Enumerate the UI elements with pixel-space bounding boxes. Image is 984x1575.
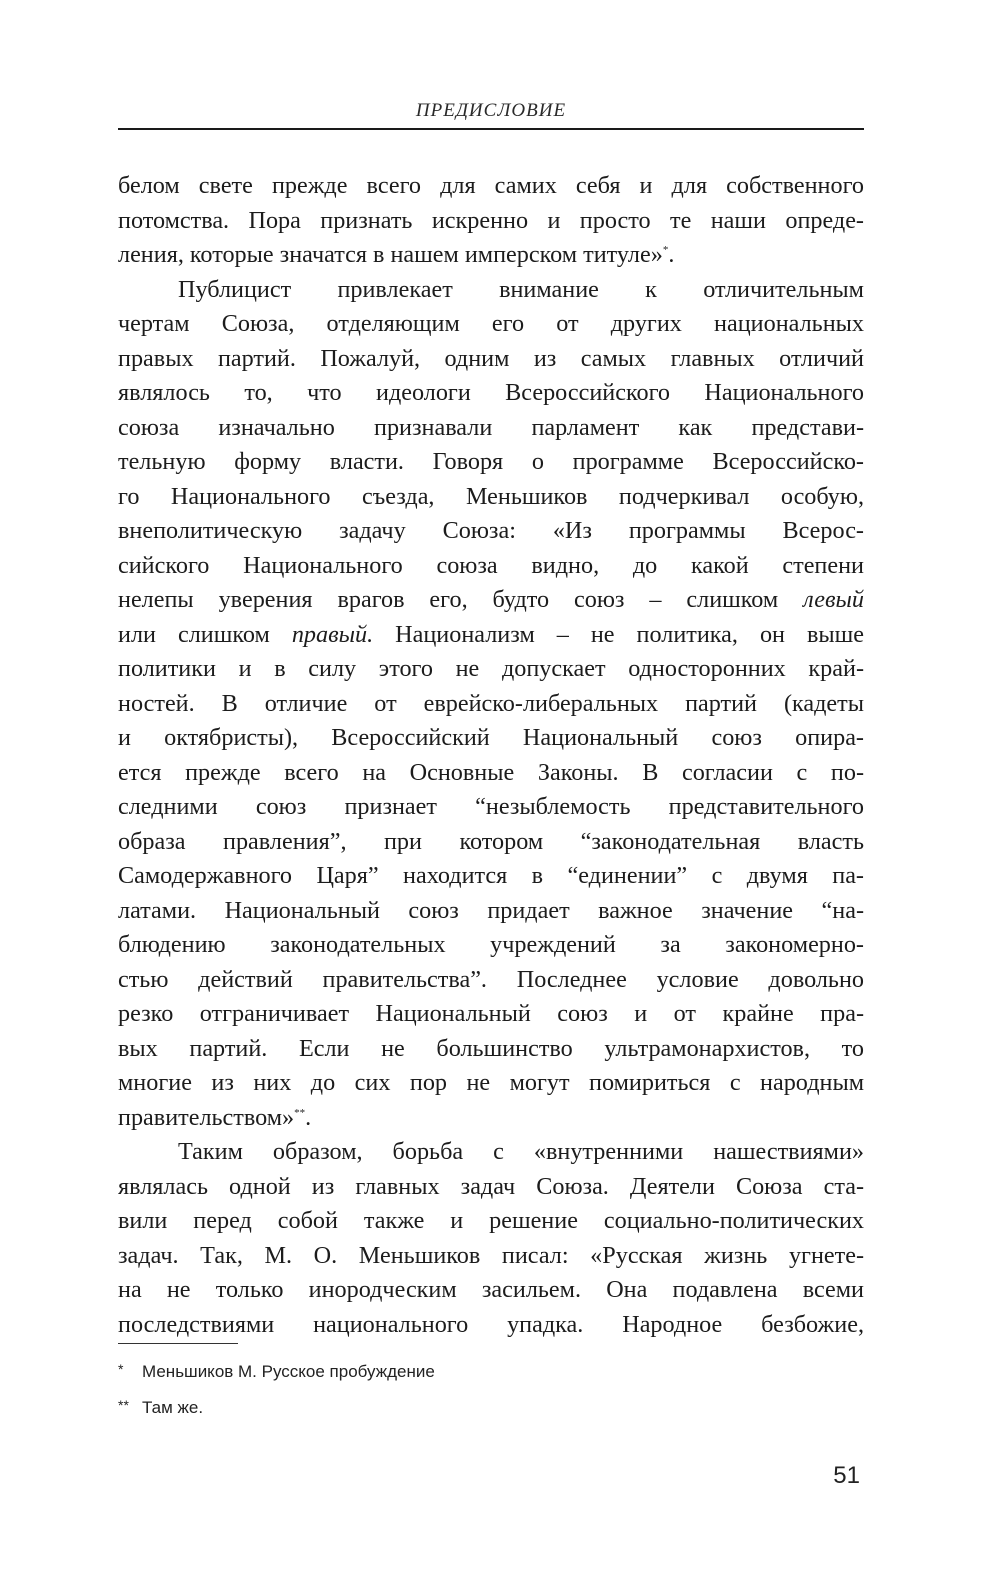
- text-line: задач. Так, М. О. Меньшиков писал: «Русская жизнь угнете-: [118, 1241, 864, 1269]
- text-line: го Национального съезда, Меньшиков подчеркивал особую,: [118, 482, 864, 510]
- text-line: тельную форму власти. Говоря о программе Всероссийско-: [118, 448, 864, 475]
- line-text: нелепы уверения врагов его, будто союз – слишком: [118, 586, 779, 613]
- text-line: сийского Национального союза видно, до какой степени: [118, 551, 864, 579]
- text-line: латами. Национальный союз придает важное значение “на-: [118, 896, 864, 924]
- footnotes: [118, 1356, 864, 1428]
- text-line: правых партий. Пожалуй, одним из самых главных отличий: [118, 344, 864, 372]
- text-line: следними союз признает “незыблемость представительного: [118, 793, 864, 820]
- text-line: [118, 1101, 864, 1136]
- text-line: стью действий правительства”. Последнее условие довольно: [118, 965, 864, 993]
- text-line: образа правления”, при котором “законодательная власть: [118, 827, 864, 855]
- header-rule: [118, 128, 864, 130]
- text-line: [118, 618, 864, 653]
- running-head: ПРЕДИСЛОВИЕ: [415, 100, 567, 121]
- text-line: и октябристы), Всероссийский Национальный союз опира-: [118, 724, 864, 751]
- text-line: на не только инородческим засильем. Она подавлена всеми: [118, 1276, 864, 1303]
- text-line: белом свете прежде всего для самих себя и для собственного: [118, 172, 864, 199]
- body-text: [118, 169, 864, 1342]
- text-line: [118, 238, 864, 273]
- italic-word: левый: [803, 586, 864, 613]
- text-line: [118, 583, 864, 618]
- text-line: являлось то, что идеологи Всероссийского Национального: [118, 379, 864, 406]
- text-line: последствиями национального упадка. Народное безбожие,: [118, 1310, 864, 1338]
- footnote-ref: **: [294, 1106, 306, 1119]
- line-text: ления, которые значатся в нашем имперском титуле»: [118, 241, 663, 268]
- footnote-ref: *: [662, 244, 669, 256]
- text-line: союза изначально признавали парламент как представи-: [118, 413, 864, 441]
- text-line: внеполитическую задачу Союза: «Из программы Всерос-: [118, 517, 864, 544]
- text-line: политики и в силу этого не допускает односторонних край-: [118, 655, 864, 682]
- text-line: являлась одной из главных задач Союза. Деятели Союза ста-: [118, 1172, 864, 1200]
- text-line: чертам Союза, отделяющим его от других национальных: [118, 310, 864, 337]
- text-line: потомства. Пора признать искренно и просто те наши опреде-: [118, 206, 864, 234]
- line-text: Национализм – не политика, он выше: [395, 620, 865, 648]
- text-line: вили перед собой также и решение социально-политических: [118, 1207, 864, 1234]
- text-line: вых партий. Если не большинство ультрамонархистов, то: [118, 1034, 864, 1062]
- footnote-mark: *: [118, 1361, 124, 1377]
- line-end: .: [668, 241, 675, 268]
- text-line: многие из них до сих пор не могут помириться с народным: [118, 1069, 864, 1096]
- line-text: или слишком: [118, 620, 270, 648]
- line-end: .: [305, 1103, 312, 1131]
- footnote: [118, 1392, 864, 1428]
- italic-word: правый.: [291, 620, 374, 648]
- footnote-text: Меньшиков М. Русское пробуждение: [142, 1362, 435, 1381]
- text-line: Публицист привлекает внимание к отличительным: [178, 275, 864, 303]
- line-text: правительством»: [118, 1103, 295, 1131]
- text-line: блюдению законодательных учреждений за закономерно-: [118, 931, 864, 958]
- text-line: Самодержавного Царя” находится в “единении” с двумя па-: [118, 862, 864, 889]
- footnote-mark: **: [118, 1397, 129, 1413]
- text-line: резко отграничивает Национальный союз и от крайне пра-: [118, 1000, 864, 1027]
- footnote-rule: [118, 1343, 238, 1344]
- text-line: Таким образом, борьба с «внутренними нашествиями»: [178, 1138, 864, 1165]
- page-number: 51: [833, 1462, 860, 1489]
- text-line: ется прежде всего на Основные Законы. В согласии с по-: [118, 758, 864, 786]
- footnote: [118, 1356, 864, 1392]
- footnote-text: Там же.: [142, 1398, 204, 1417]
- text-line: ностей. В отличие от еврейско-либеральных партий (кадеты: [118, 689, 864, 717]
